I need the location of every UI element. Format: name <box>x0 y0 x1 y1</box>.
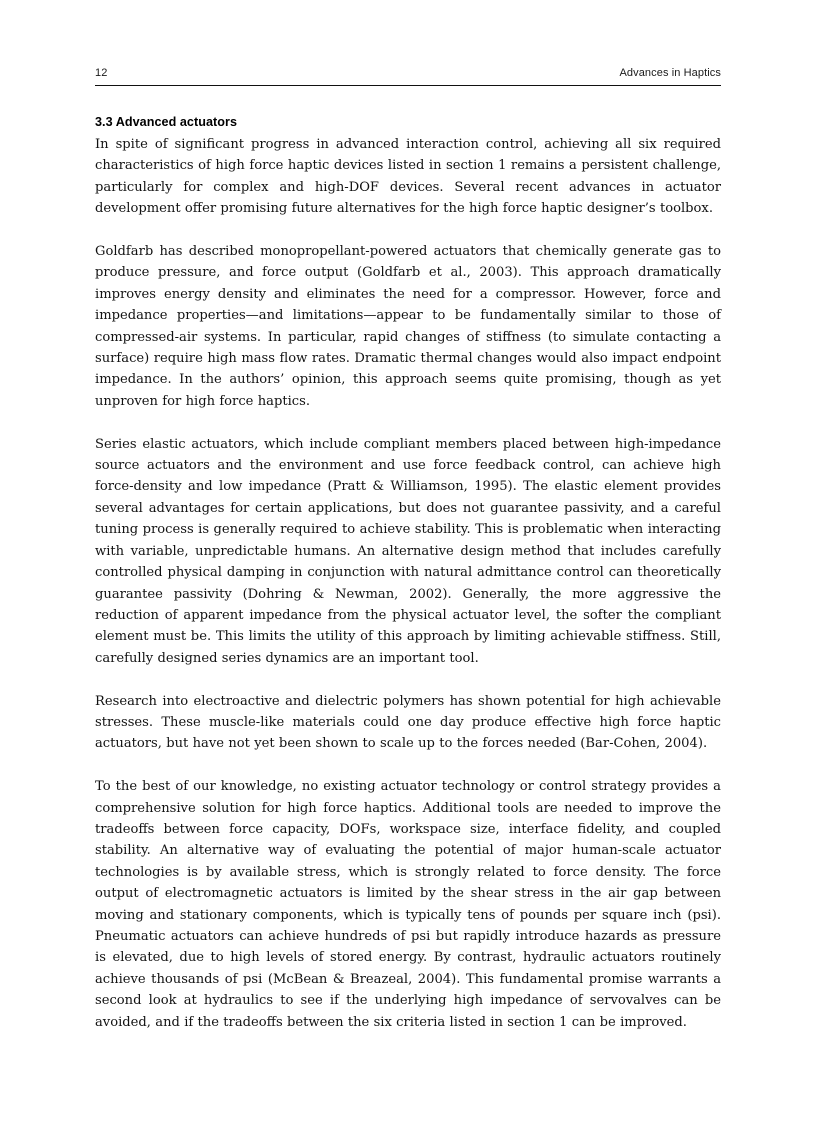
section-heading: 3.3 Advanced actuators <box>95 115 238 129</box>
paragraph-monopropellant: Goldfarb has described monopropellant-powered actuators that chemically generate gas to produce pressure, and force output (Goldfarb et al., 2003). This approach dramatically improves energy density and eliminates the need for a compressor. However, force and impedance properties—and limitations—appear to be fundamentally similar to those of compressed-air systems. In particular, rapid changes of stiffness (to simulate contacting a surface) require high mass flow rates. Dramatic thermal changes would also impact endpoint impedance. In the authors’ opinion, this approach seems quite promising, though as yet unproven for high force haptics. <box>95 244 721 409</box>
paragraph-series-elastic: Series elastic actuators, which include compliant members placed between high-impedance source actuators and the environment and use force feedback control, can achieve high force-density and low impedance (Pratt & Williamson, 1995). The elastic element provides several advantages for certain applications, but does not guarantee passivity, and a careful tuning process is generally required to achieve stability. This is problematic when interacting with variable, unpredictable humans. An alternative design method that includes carefully controlled physical damping in conjunction with natural admittance control can theoretically guarantee passivity (Dohring & Newman, 2002). Generally, the more aggressive the reduction of apparent impedance from the physical actuator level, the softer the compliant element must be. This limits the utility of this approach by limiting achievable stiffness. Still, carefully designed series dynamics are an important tool. <box>95 436 721 666</box>
page-number: 12 <box>95 67 108 79</box>
page-content <box>95 66 721 1033</box>
header-rule <box>95 85 721 86</box>
paragraph-conclusion: To the best of our knowledge, no existing actuator technology or control strategy provides a comprehensive solution for high force haptics. Additional tools are needed to improve the tradeoffs between force capacity, DOFs, workspace size, interface fidelity, and coupled stability. An alternative way of evaluating the potential of major human-scale actuator technologies is by available stress, which is strongly related to force density. The force output of electromagnetic actuators is limited by the shear stress in the air gap between moving and stationary components, which is typically tens of pounds per square inch (psi). Pneumatic actuators can achieve hundreds of psi but rapidly introduce hazards as pressure is elevated, due to high levels of stored energy. By contrast, hydraulic actuators routinely achieve thousands of psi (McBean & Breazeal, 2004). This fundamental promise warrants a second look at hydraulics to see if the underlying high impedance of servovalves can be avoided, and if the tradeoffs between the six criteria listed in section 1 can be improved. <box>95 779 721 1030</box>
book-title: Advances in Haptics <box>619 67 721 79</box>
paragraph-advanced-actuators-intro: In spite of significant progress in advanced interaction control, achieving all six required characteristics of high force haptic devices listed in section 1 remains a persistent challenge, particularly for complex and high-DOF devices. Several recent advances in actuator development offer promising future alternatives for the high force haptic designer’s toolbox. <box>95 137 721 217</box>
paragraph-electroactive-polymers: Research into electroactive and dielectric polymers has shown potential for high achievable stresses. These muscle-like materials could one day produce effective high force haptic actuators, but have not yet been shown to scale up to the forces needed (Bar-Cohen, 2004). <box>95 693 721 752</box>
running-head <box>95 66 721 85</box>
